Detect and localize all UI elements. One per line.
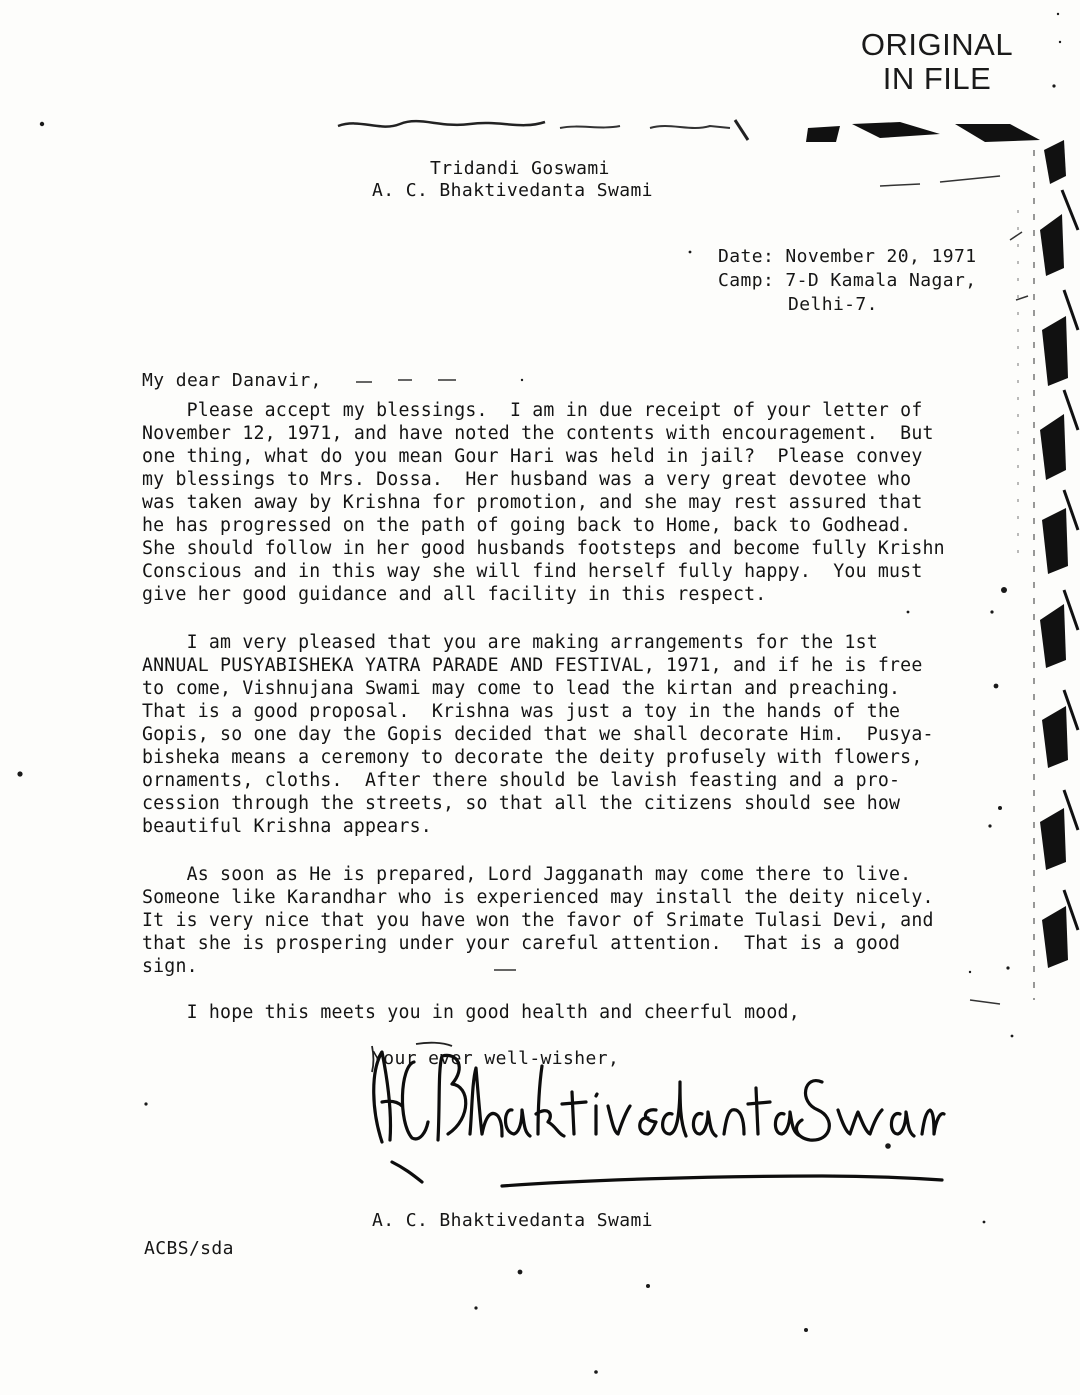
body-line: cession through the streets, so that all the citizens should see how: [142, 793, 901, 814]
letterhead-name: A. C. Bhaktivedanta Swami: [372, 180, 653, 201]
body-line: I am very pleased that you are making arrangements for the 1st: [142, 632, 878, 653]
body-line: November 12, 1971, and have noted the contents with encouragement. But: [142, 423, 934, 444]
body-line: It is very nice that you have won the favor of Srimate Tulasi Devi, and: [142, 910, 934, 931]
body-line: ANNUAL PUSYABISHEKA YATRA PARADE AND FESTIVAL, 1971, and if he is free: [142, 655, 923, 676]
signatory-name: A. C. Bhaktivedanta Swami: [372, 1210, 653, 1231]
body-line: my blessings to Mrs. Dossa. Her husband was a very great devotee who: [142, 469, 912, 490]
body-line: sign.: [142, 956, 198, 977]
body-line: he has progressed on the path of going back to Home, back to Godhead.: [142, 515, 912, 536]
handwritten-signature: [352, 1022, 952, 1202]
salutation: My dear Danavir,: [142, 370, 322, 391]
body-line: that she is prospering under your careful attention. That is a good: [142, 933, 901, 954]
letterhead-title: Tridandi Goswami: [430, 158, 610, 179]
body-line: one thing, what do you mean Gour Hari was held in jail? Please convey: [142, 446, 923, 467]
closing-line: Your ever well-wisher,: [372, 1048, 620, 1069]
body-line: Please accept my blessings. I am in due receipt of your letter of: [142, 400, 923, 421]
city-line: Delhi-7.: [788, 294, 878, 315]
reference-initials: ACBS/sda: [144, 1238, 234, 1259]
body-line: That is a good proposal. Krishna was just a toy in the hands of the: [142, 701, 901, 722]
body-line: ornaments, cloths. After there should be lavish feasting and a pro-: [142, 770, 901, 791]
body-line: Gopis, so one day the Gopis decided that we shall decorate Him. Pusya-: [142, 724, 934, 745]
body-line: bisheka means a ceremony to decorate the deity profusely with flowers,: [142, 747, 923, 768]
body-line: I hope this meets you in good health and cheerful mood,: [142, 1002, 800, 1023]
date-line: Date: November 20, 1971: [718, 246, 977, 267]
body-line: As soon as He is prepared, Lord Jagganath may come there to live.: [142, 864, 912, 885]
body-line: give her good guidance and all facility in this respect.: [142, 584, 767, 605]
body-line: Conscious and in this way she will find herself fully happy. You must: [142, 561, 923, 582]
body-line: to come, Vishnujana Swami may come to lead the kirtan and preaching.: [142, 678, 901, 699]
body-line: beautiful Krishna appears.: [142, 816, 432, 837]
original-in-file-stamp: [852, 28, 1022, 96]
body-line: was taken away by Krishna for promotion, and she may rest assured that: [142, 492, 923, 513]
camp-line: Camp: 7-D Kamala Nagar,: [718, 270, 977, 291]
stamp-line-1: ORIGINAL: [860, 27, 1014, 62]
stamp-line-2: IN FILE: [882, 61, 992, 96]
body-line: She should follow in her good husbands footsteps and become fully Krishn: [142, 538, 945, 559]
body-line: Someone like Karandhar who is experienced may install the deity nicely.: [142, 887, 934, 908]
